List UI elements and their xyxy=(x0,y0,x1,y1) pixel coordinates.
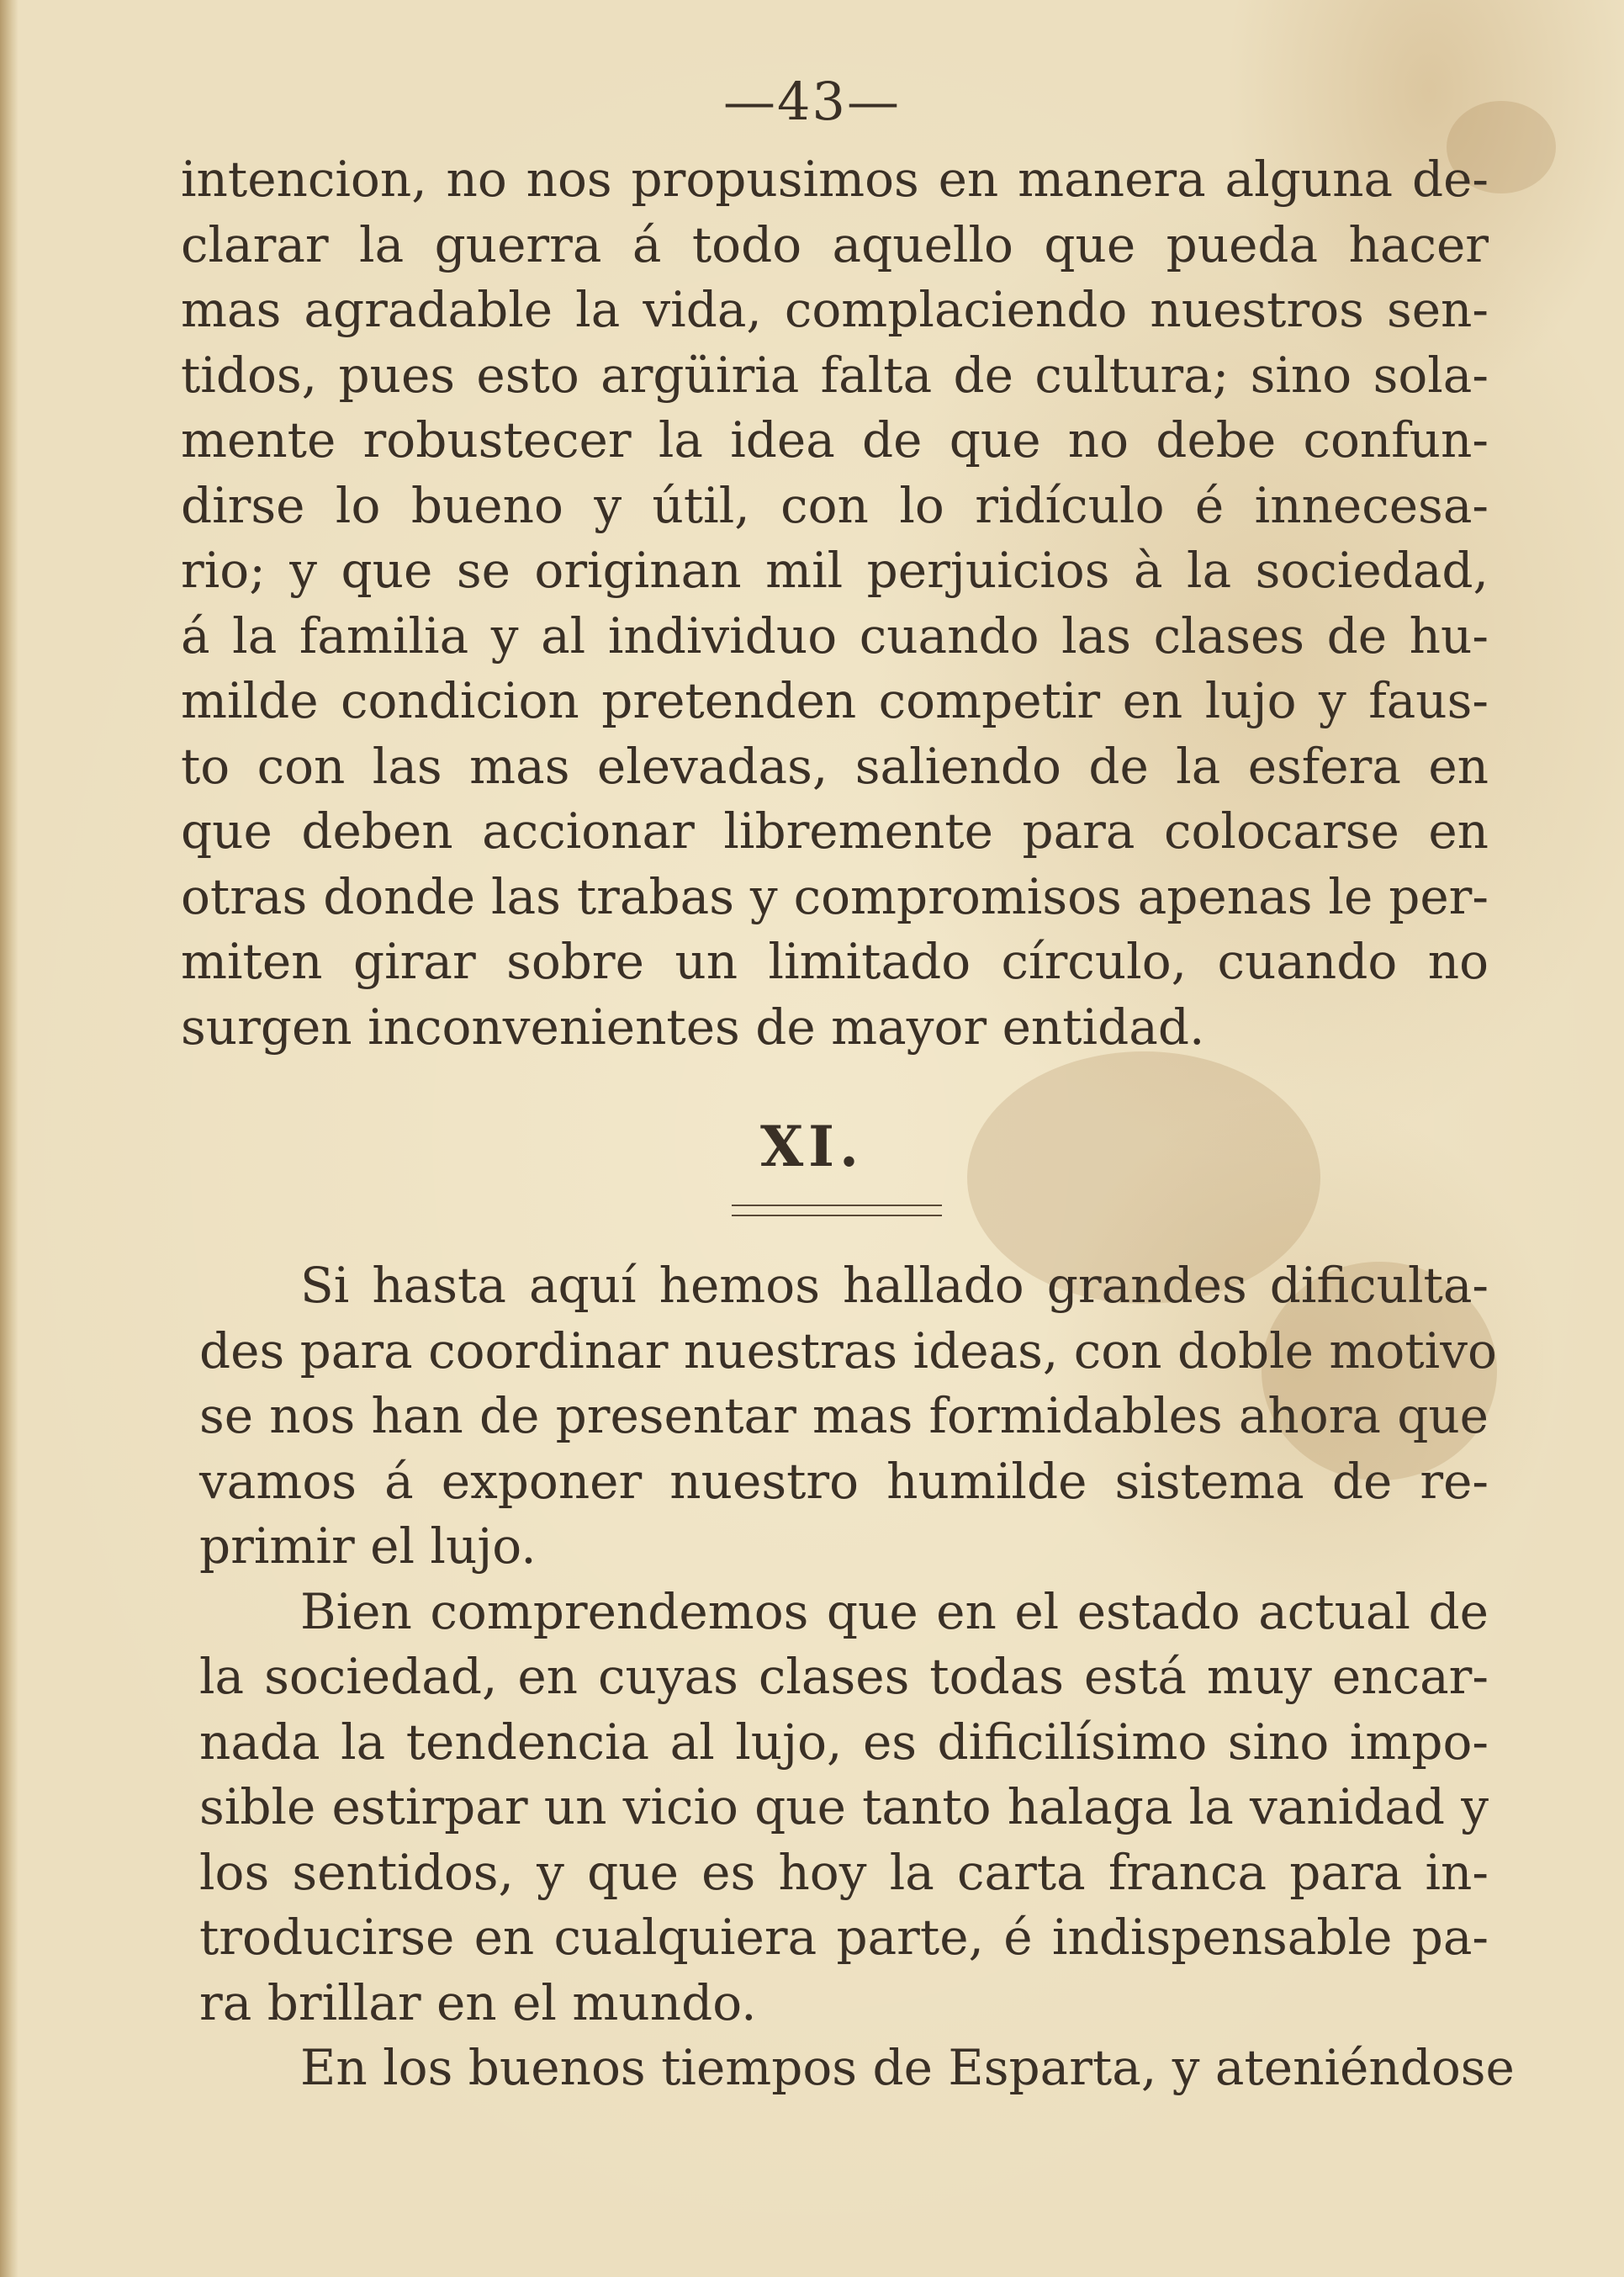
text-line: tidos, pues esto argüiria falta de cultura; sino sola- xyxy=(181,346,1489,404)
text-line: troducirse en cualquiera parte, é indispensable pa- xyxy=(199,1909,1489,1966)
text-line: milde condicion pretenden competir en lujo y faus- xyxy=(181,672,1489,729)
text-line: la sociedad, en cuyas clases todas está muy encar- xyxy=(199,1648,1489,1705)
section-heading: XI. xyxy=(759,1114,865,1179)
text-line: Bien comprendemos que en el estado actual de xyxy=(300,1582,1489,1640)
text-line: des para coordinar nuestras ideas, con doble motivo xyxy=(199,1321,1497,1379)
text-line: Si hasta aquí hemos hallado grandes dificulta- xyxy=(300,1257,1489,1314)
text-line: mas agradable la vida, complaciendo nuestros sen- xyxy=(181,281,1489,338)
text-line: En los buenos tiempos de Esparta, y ateniéndose xyxy=(300,2039,1515,2096)
text-line: mente robustecer la idea de que no debe confun- xyxy=(181,411,1489,469)
text-line: nada la tendencia al lujo, es dificilísimo sino impo- xyxy=(199,1713,1489,1771)
text-line: ra brillar en el mundo. xyxy=(199,1973,757,2031)
text-line: intencion, no nos propusimos en manera alguna de- xyxy=(181,151,1489,208)
text-line: rio; y que se originan mil perjuicios à la sociedad, xyxy=(181,542,1489,599)
text-line: los sentidos, y que es hoy la carta franca para in- xyxy=(199,1843,1489,1901)
text-line: que deben accionar libremente para colocarse en xyxy=(181,802,1489,860)
text-line: surgen inconvenientes de mayor entidad. xyxy=(181,998,1205,1056)
paragraph-block-2 xyxy=(199,1253,1515,2101)
text-line: to con las mas elevadas, saliendo de la esfera en xyxy=(181,737,1489,795)
text-line: clarar la guerra á todo aquello que pueda hacer xyxy=(181,215,1489,273)
text-line: dirse lo bueno y útil, con lo ridículo é innecesa- xyxy=(181,476,1489,534)
text-line: vamos á exponer nuestro humilde sistema de re- xyxy=(199,1452,1489,1510)
double-rule-divider xyxy=(732,1205,942,1216)
text-line: se nos han de presentar mas formidables ahora que xyxy=(199,1387,1489,1444)
paragraph-block-1 xyxy=(181,147,1489,1060)
page-number: —43— xyxy=(723,71,901,132)
text-line: á la familia y al individuo cuando las clases de hu- xyxy=(181,606,1489,665)
text-line: otras donde las trabas y compromisos apenas le per- xyxy=(181,867,1489,925)
text-line: sible estirpar un vicio que tanto halaga la vanidad y xyxy=(199,1778,1489,1835)
text-line: primir el lujo. xyxy=(199,1517,537,1575)
text-line: miten girar sobre un limitado círculo, cuando no xyxy=(181,933,1489,990)
